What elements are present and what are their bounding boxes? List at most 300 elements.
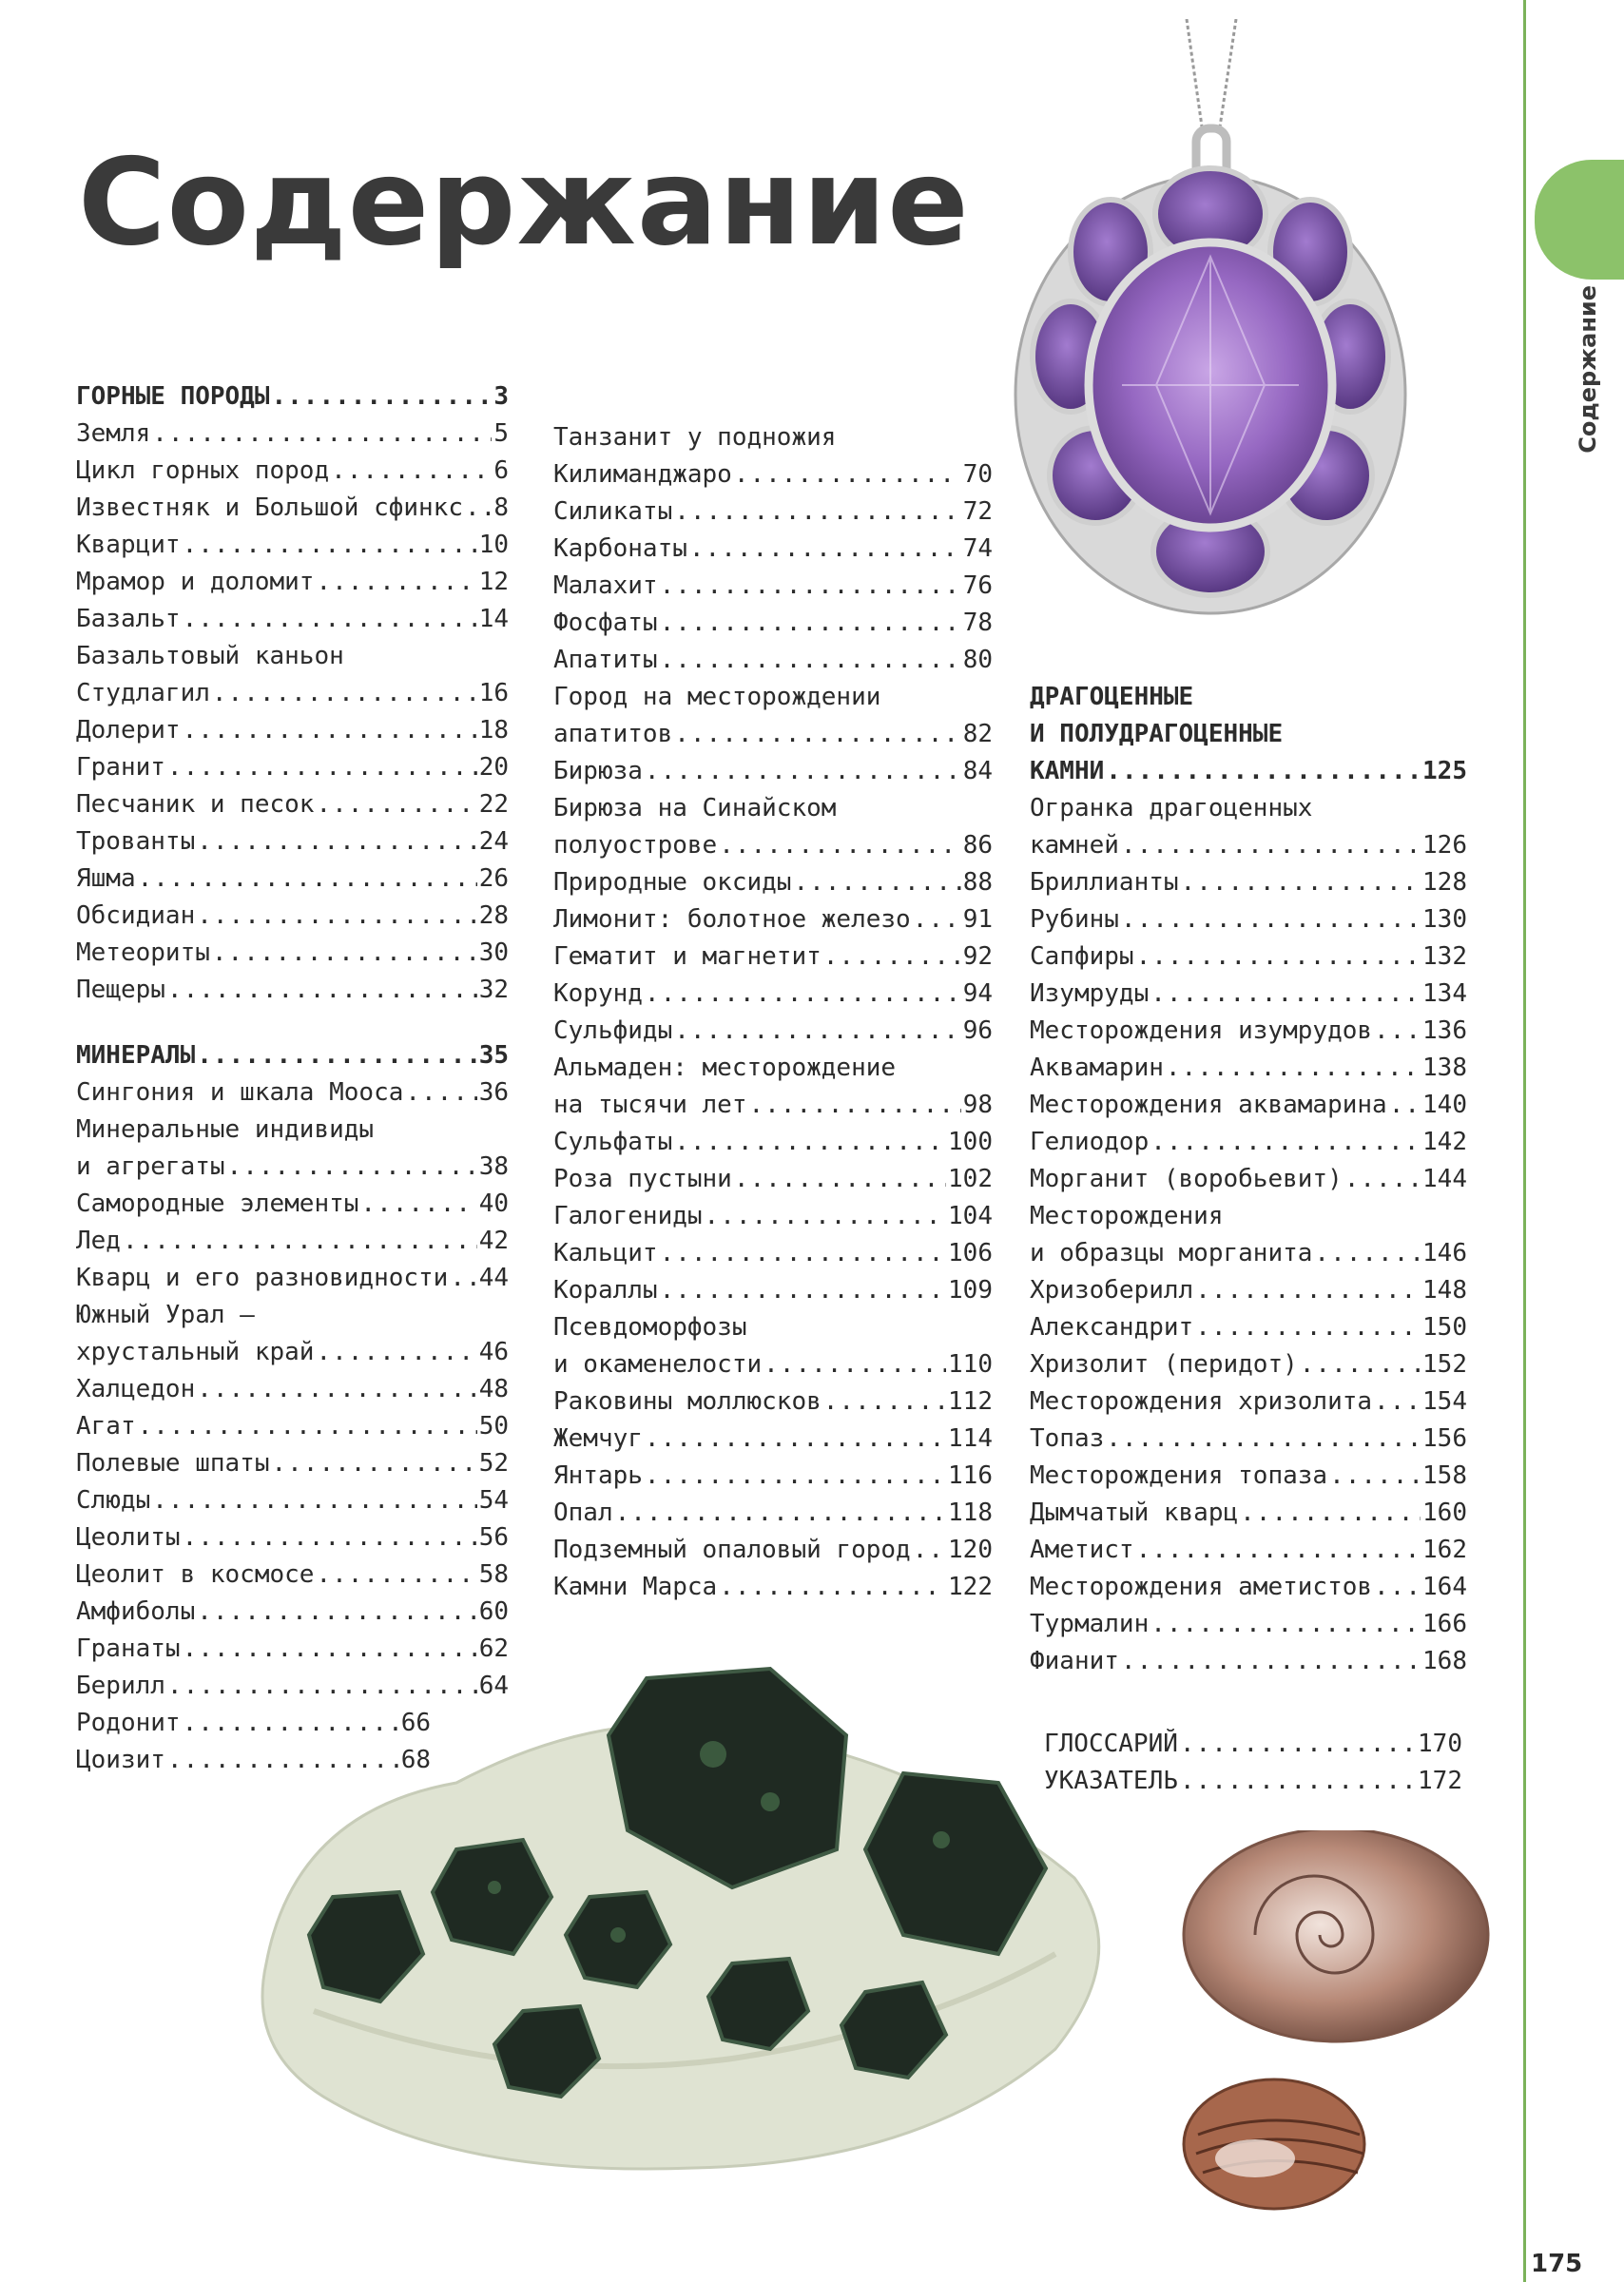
toc-page-number: 86 — [962, 831, 993, 860]
dot-leader — [183, 1519, 477, 1557]
toc-entry-title: Дымчатый кварц — [1030, 1499, 1239, 1527]
dot-leader — [674, 1013, 960, 1050]
toc-entry[interactable] — [553, 827, 993, 864]
dot-leader — [1121, 827, 1421, 864]
toc-entry[interactable] — [76, 1594, 509, 1631]
dot-leader — [660, 1272, 946, 1309]
dot-leader — [660, 568, 961, 605]
dot-leader — [645, 1421, 946, 1458]
toc-entry[interactable] — [76, 675, 509, 712]
toc-entry-title: Карбонаты — [553, 534, 687, 563]
toc-entry-title: ГЛОССАРИЙ — [1044, 1730, 1178, 1758]
toc-page-number: 102 — [948, 1165, 993, 1193]
toc-entry-title: Месторождения изумрудов — [1030, 1016, 1373, 1045]
dot-leader — [913, 1532, 946, 1569]
toc-entry-title: Трованты — [76, 827, 196, 856]
dot-leader — [689, 531, 961, 568]
toc-entry[interactable] — [76, 1557, 509, 1594]
toc-entry[interactable] — [76, 416, 509, 453]
toc-entry[interactable] — [76, 749, 509, 786]
toc-entry-title: Лед — [76, 1227, 121, 1255]
toc-page-number: 110 — [948, 1350, 993, 1379]
toc-entry[interactable] — [1030, 1606, 1467, 1643]
toc-entry[interactable] — [1030, 976, 1467, 1013]
toc-entry-title: Корунд — [553, 979, 643, 1008]
dot-leader — [660, 605, 961, 642]
toc-page-number: 68 — [400, 1746, 432, 1774]
toc-page-number: 150 — [1422, 1313, 1467, 1342]
dot-leader — [674, 493, 960, 531]
dot-leader — [1106, 1421, 1421, 1458]
toc-entry-title: Халцедон — [76, 1375, 196, 1403]
toc-page-number: 122 — [948, 1573, 993, 1601]
toc-entry-title: Месторождения хризолита — [1030, 1387, 1373, 1416]
toc-page-number: 116 — [948, 1461, 993, 1490]
toc-page-number: 38 — [478, 1152, 509, 1181]
toc-entry-line: Псевдоморфозы — [553, 1313, 747, 1342]
toc-page-number: 128 — [1422, 868, 1467, 897]
toc-page-number: 20 — [478, 753, 509, 782]
dot-leader — [183, 601, 477, 638]
toc-page-number: 35 — [478, 1041, 509, 1070]
side-rail — [1523, 0, 1526, 2282]
toc-entry-line: Город на месторождении — [553, 683, 881, 711]
dot-leader — [749, 1087, 961, 1124]
toc-entry[interactable] — [76, 1408, 509, 1445]
toc-page-number: 172 — [1418, 1767, 1462, 1795]
toc-page-number: 112 — [948, 1387, 993, 1416]
dot-leader — [316, 564, 476, 601]
toc-entry[interactable] — [553, 493, 993, 531]
toc-entry-title: Турмалин — [1030, 1610, 1150, 1638]
toc-entry-line: Южный Урал — — [76, 1301, 255, 1329]
toc-page-number: 56 — [478, 1523, 509, 1552]
toc-entry[interactable] — [553, 531, 993, 568]
toc-entry[interactable] — [76, 1074, 509, 1112]
toc-entry[interactable] — [553, 1383, 993, 1421]
toc-page-number: 42 — [478, 1227, 509, 1255]
toc-page-number: 168 — [1422, 1647, 1467, 1675]
toc-entry-line: Минеральные индивиды — [76, 1115, 375, 1144]
toc-entry-title: УКАЗАТЕЛЬ — [1044, 1767, 1178, 1795]
toc-page-number: 52 — [478, 1449, 509, 1478]
dot-leader — [197, 898, 476, 935]
dot-leader — [719, 1569, 946, 1606]
toc-entry-title: Студлагил — [76, 679, 210, 707]
dot-leader — [1240, 1495, 1421, 1532]
dot-leader — [1300, 1346, 1421, 1383]
toc-entry-title: Силикаты — [553, 497, 673, 526]
toc-page-number: 40 — [478, 1189, 509, 1218]
dot-leader — [1150, 976, 1421, 1013]
toc-page-number: 166 — [1422, 1610, 1467, 1638]
toc-entry[interactable] — [553, 753, 993, 790]
toc-entry-title: Фосфаты — [553, 609, 658, 637]
toc-entry-title: Гранаты — [76, 1634, 181, 1663]
toc-page-number: 12 — [478, 568, 509, 596]
toc-entry[interactable] — [553, 1087, 993, 1124]
dot-leader — [465, 490, 492, 527]
toc-entry[interactable] — [76, 935, 509, 972]
toc-entry[interactable] — [76, 898, 509, 935]
toc-page-number: 70 — [962, 460, 993, 489]
toc-entry[interactable] — [76, 861, 509, 898]
toc-entry-title: Жемчуг — [553, 1424, 643, 1453]
toc-entry[interactable] — [76, 564, 509, 601]
toc-page-number: 114 — [948, 1424, 993, 1453]
toc-page-number: 130 — [1422, 905, 1467, 934]
toc-page-number: 26 — [478, 864, 509, 893]
toc-entry-title: Сульфиды — [553, 1016, 673, 1045]
toc-entry-title: Кварцит — [76, 531, 181, 559]
dot-leader — [1344, 1161, 1421, 1198]
dot-leader — [645, 753, 961, 790]
toc-entry[interactable] — [553, 716, 993, 753]
dot-leader — [360, 1186, 476, 1223]
dot-leader — [152, 416, 492, 453]
dot-leader — [734, 456, 961, 493]
dot-leader — [734, 1161, 946, 1198]
toc-entry-title: Метеориты — [76, 938, 210, 967]
toc-entry-title: Яшма — [76, 864, 136, 893]
toc-entry[interactable] — [1030, 1013, 1467, 1050]
toc-page-number: 64 — [478, 1672, 509, 1700]
toc-entry-title: Александрит — [1030, 1313, 1194, 1342]
toc-entry[interactable] — [76, 786, 509, 823]
dot-leader — [1150, 1124, 1421, 1161]
toc-page-number: 152 — [1422, 1350, 1467, 1379]
dot-leader — [138, 861, 477, 898]
section-tab — [1535, 160, 1624, 280]
toc-entry-title: и агрегаты — [76, 1152, 225, 1181]
dot-leader — [660, 642, 961, 679]
toc-entry[interactable] — [553, 456, 993, 493]
toc-page-number: 142 — [1422, 1128, 1467, 1156]
toc-page-number: 140 — [1422, 1091, 1467, 1119]
toc-entry[interactable] — [553, 1458, 993, 1495]
toc-page-number: 125 — [1422, 757, 1467, 785]
toc-entry[interactable] — [1030, 1458, 1467, 1495]
toc-entry-title: Цикл горных пород — [76, 456, 330, 485]
toc-entry-title: Базальт — [76, 605, 181, 633]
toc-entry-line: Танзанит у подножия — [553, 423, 837, 452]
toc-entry-title: Раковины моллюсков — [553, 1387, 822, 1416]
toc-entry[interactable] — [1030, 1383, 1467, 1421]
toc-page-number: 76 — [962, 571, 993, 600]
toc-entry[interactable] — [76, 1260, 509, 1297]
dot-leader — [1180, 1726, 1416, 1763]
toc-entry-title: Опал — [553, 1499, 613, 1527]
toc-page-number: 92 — [962, 942, 993, 971]
toc-entry[interactable] — [553, 1198, 993, 1235]
dot-leader — [167, 749, 477, 786]
toc-page-number: 88 — [962, 868, 993, 897]
toc-entry-title: Изумруды — [1030, 979, 1150, 1008]
toc-entry-title: Бриллианты — [1030, 868, 1179, 897]
dot-leader — [316, 1334, 476, 1371]
toc-entry-title: Долерит — [76, 716, 181, 745]
toc-page-number: 160 — [1422, 1499, 1467, 1527]
toc-entry[interactable] — [553, 1235, 993, 1272]
toc-page-number: 72 — [962, 497, 993, 526]
dot-leader — [1374, 1383, 1421, 1421]
dot-leader — [1136, 1532, 1421, 1569]
toc-entry-title: Месторождения топаза — [1030, 1461, 1328, 1490]
amethyst-pendant-image — [1008, 19, 1417, 628]
toc-entry[interactable] — [76, 1371, 509, 1408]
dot-leader — [405, 1074, 476, 1112]
toc-entry[interactable] — [76, 1223, 509, 1260]
toc-entry-title: Камни Марса — [553, 1573, 718, 1601]
toc-page-number: 50 — [478, 1412, 509, 1441]
toc-column-3 — [1030, 679, 1467, 1680]
toc-page-number: 118 — [948, 1499, 993, 1527]
toc-page-number: 164 — [1422, 1573, 1467, 1601]
toc-entry-line: Альмаден: месторождение — [553, 1054, 897, 1082]
toc-entry[interactable] — [1030, 1346, 1467, 1383]
toc-entry[interactable] — [553, 976, 993, 1013]
toc-entry[interactable] — [1030, 938, 1467, 976]
toc-entry[interactable] — [76, 490, 509, 527]
toc-page-number: 32 — [478, 976, 509, 1004]
toc-entry-title: Земля — [76, 419, 151, 448]
toc-entry-title: Хризоберилл — [1030, 1276, 1194, 1305]
page-number: 175 — [1531, 2250, 1583, 2278]
toc-section-entry[interactable] — [76, 1037, 509, 1074]
toc-entry-title: Подземный опаловый город — [553, 1536, 911, 1564]
toc-page-number: 62 — [478, 1634, 509, 1663]
toc-page-number: 94 — [962, 979, 993, 1008]
toc-entry[interactable] — [553, 1532, 993, 1569]
toc-entry-title: хрустальный край — [76, 1338, 315, 1366]
dot-leader — [1150, 1606, 1421, 1643]
section-tab-label: Содержание — [1575, 285, 1601, 454]
dot-leader — [450, 1260, 476, 1297]
toc-entry[interactable] — [553, 1495, 993, 1532]
toc-page-number: 22 — [478, 790, 509, 819]
toc-entry-title: Мрамор и доломит — [76, 568, 315, 596]
toc-entry[interactable] — [76, 972, 509, 1009]
toc-page-number: 78 — [962, 609, 993, 637]
toc-entry-title: Кальцит — [553, 1239, 658, 1267]
dot-leader — [1195, 1272, 1421, 1309]
toc-entry-title: Сингония и шкала Мооса — [76, 1078, 404, 1107]
toc-entry-title: полуострове — [553, 831, 718, 860]
toc-entry-title: Кораллы — [553, 1276, 658, 1305]
dot-leader — [615, 1495, 946, 1532]
dot-leader — [197, 1037, 476, 1074]
toc-entry[interactable] — [553, 1124, 993, 1161]
toc-entry[interactable] — [553, 938, 993, 976]
toc-entry[interactable] — [553, 1346, 993, 1383]
toc-entry-title: Роза пустыни — [553, 1165, 732, 1193]
toc-entry[interactable] — [553, 1013, 993, 1050]
toc-column-2 — [553, 419, 993, 1606]
toc-entry-title: и окаменелости — [553, 1350, 763, 1379]
toc-entry-title: КАМНИ — [1030, 757, 1105, 785]
toc-page-number: 24 — [478, 827, 509, 856]
toc-page-number: 58 — [478, 1560, 509, 1589]
toc-entry[interactable] — [1030, 1532, 1467, 1569]
toc-entry[interactable] — [1030, 901, 1467, 938]
dot-leader — [123, 1223, 477, 1260]
toc-entry[interactable] — [76, 1186, 509, 1223]
toc-entry-line: Базальтовый каньон — [76, 642, 344, 670]
toc-entry[interactable] — [1030, 1161, 1467, 1198]
dot-leader — [1195, 1309, 1421, 1346]
toc-page-number: 98 — [962, 1091, 993, 1119]
toc-entry[interactable] — [553, 901, 993, 938]
dot-leader — [674, 1124, 946, 1161]
toc-entry[interactable] — [553, 568, 993, 605]
toc-entry[interactable] — [1030, 1272, 1467, 1309]
toc-entry-title: Рубины — [1030, 905, 1119, 934]
dot-leader — [823, 938, 961, 976]
toc-page-number: 80 — [962, 646, 993, 674]
toc-entry[interactable] — [553, 605, 993, 642]
dot-leader — [152, 1482, 476, 1519]
toc-entry[interactable] — [76, 453, 509, 490]
seashells-image — [1131, 1830, 1512, 2230]
toc-page-number: 16 — [478, 679, 509, 707]
toc-page-number: 96 — [962, 1016, 993, 1045]
toc-entry-title: Гранит — [76, 753, 165, 782]
toc-entry-title: Амфиболы — [76, 1597, 196, 1626]
dot-leader — [167, 972, 477, 1009]
toc-entry-title: Родонит — [76, 1709, 181, 1737]
toc-section-heading: И ПОЛУДРАГОЦЕННЫЕ — [1030, 720, 1284, 748]
toc-column-1 — [76, 378, 509, 1779]
toc-entry[interactable] — [1030, 1087, 1467, 1124]
dot-leader — [183, 712, 477, 749]
toc-entry[interactable] — [1030, 1495, 1467, 1532]
toc-entry-title: Пещеры — [76, 976, 165, 1004]
toc-entry-title: Агат — [76, 1412, 136, 1441]
toc-page-number: 109 — [948, 1276, 993, 1305]
toc-entry-title: Сапфиры — [1030, 942, 1134, 971]
toc-entry-title: Аквамарин — [1030, 1054, 1164, 1082]
toc-entry[interactable] — [76, 1482, 509, 1519]
toc-entry-title: Морганит (воробьевит) — [1030, 1165, 1343, 1193]
toc-page-number: 6 — [493, 456, 509, 485]
toc-page-number: 148 — [1422, 1276, 1467, 1305]
toc-entry[interactable] — [76, 1334, 509, 1371]
toc-entry-title: МИНЕРАЛЫ — [76, 1041, 196, 1070]
dot-leader — [197, 1371, 476, 1408]
toc-page-number: 136 — [1422, 1016, 1467, 1045]
section-gap — [76, 1009, 509, 1037]
dot-leader — [764, 1346, 946, 1383]
dot-leader — [197, 1594, 476, 1631]
toc-entry[interactable] — [76, 1149, 509, 1186]
toc-entry[interactable] — [76, 712, 509, 749]
toc-entry-title: Галогениды — [553, 1202, 703, 1230]
toc-entry-title: Фианит — [1030, 1647, 1119, 1675]
toc-entry[interactable] — [1030, 1124, 1467, 1161]
toc-section-entry[interactable] — [76, 378, 509, 416]
toc-entry-title: Сульфаты — [553, 1128, 673, 1156]
dot-leader — [316, 786, 476, 823]
toc-entry[interactable] — [1030, 1309, 1467, 1346]
toc-entry[interactable] — [553, 864, 993, 901]
toc-entry-title: Лимонит: болотное железо — [553, 905, 911, 934]
dot-leader — [719, 827, 961, 864]
dot-leader — [212, 675, 477, 712]
toc-section-entry[interactable] — [1030, 753, 1467, 790]
toc-page-number: 146 — [1422, 1239, 1467, 1267]
toc-entry-title: Кварц и его разновидности — [76, 1264, 449, 1292]
toc-entry[interactable] — [553, 642, 993, 679]
dot-leader — [197, 823, 476, 861]
toc-page-number: 100 — [948, 1128, 993, 1156]
toc-page-number: 134 — [1422, 979, 1467, 1008]
page-title: Содержание — [78, 132, 970, 272]
toc-entry-title: на тысячи лет — [553, 1091, 747, 1119]
toc-entry-title: Гематит и магнетит — [553, 942, 822, 971]
toc-entry-title: апатитов — [553, 720, 673, 748]
toc-entry[interactable] — [76, 527, 509, 564]
toc-page-number: 66 — [400, 1709, 432, 1737]
toc-page-number: 132 — [1422, 942, 1467, 971]
toc-entry[interactable] — [1030, 827, 1467, 864]
toc-page-number: 5 — [493, 419, 509, 448]
dot-leader — [705, 1198, 946, 1235]
toc-entry[interactable] — [1030, 1569, 1467, 1606]
toc-entry[interactable] — [76, 823, 509, 861]
toc-entry[interactable] — [553, 1272, 993, 1309]
toc-page-number: 126 — [1422, 831, 1467, 860]
dot-leader — [645, 1458, 946, 1495]
toc-entry[interactable] — [553, 1161, 993, 1198]
toc-entry-title: Апатиты — [553, 646, 658, 674]
toc-entry[interactable] — [553, 1421, 993, 1458]
toc-page-number: 44 — [478, 1264, 509, 1292]
toc-entry-title: камней — [1030, 831, 1119, 860]
toc-page-number: 82 — [962, 720, 993, 748]
toc-entry-line: Месторождения — [1030, 1202, 1224, 1230]
dot-leader — [645, 976, 961, 1013]
toc-page-number: 170 — [1418, 1730, 1462, 1758]
toc-entry[interactable] — [76, 601, 509, 638]
dot-leader — [1374, 1569, 1421, 1606]
toc-entry[interactable] — [1030, 864, 1467, 901]
dot-leader — [793, 864, 960, 901]
toc-entry[interactable] — [76, 1519, 509, 1557]
toc-page-number: 10 — [478, 531, 509, 559]
toc-entry[interactable] — [76, 1445, 509, 1482]
toc-entry[interactable] — [1030, 1050, 1467, 1087]
dot-leader — [1329, 1458, 1421, 1495]
toc-entry[interactable] — [553, 1569, 993, 1606]
dot-leader — [823, 1383, 946, 1421]
toc-section-heading: ДРАГОЦЕННЫЕ — [1030, 683, 1194, 711]
dot-leader — [1121, 901, 1421, 938]
toc-entry[interactable] — [1030, 1235, 1467, 1272]
toc-entry-title: Месторождения аметистов — [1030, 1573, 1373, 1601]
toc-page-number: 18 — [478, 716, 509, 745]
toc-page-number: 54 — [478, 1486, 509, 1515]
toc-entry-title: и образцы морганита — [1030, 1239, 1313, 1267]
dot-leader — [272, 1445, 477, 1482]
toc-entry-title: Бирюза — [553, 757, 643, 785]
toc-entry-title: Аметист — [1030, 1536, 1134, 1564]
dot-leader — [331, 453, 492, 490]
dot-leader — [1166, 1050, 1421, 1087]
toc-page-number: 14 — [478, 605, 509, 633]
toc-entry[interactable] — [1030, 1421, 1467, 1458]
toc-entry-title: Месторождения аквамарина — [1030, 1091, 1387, 1119]
toc-page-number: 30 — [478, 938, 509, 967]
